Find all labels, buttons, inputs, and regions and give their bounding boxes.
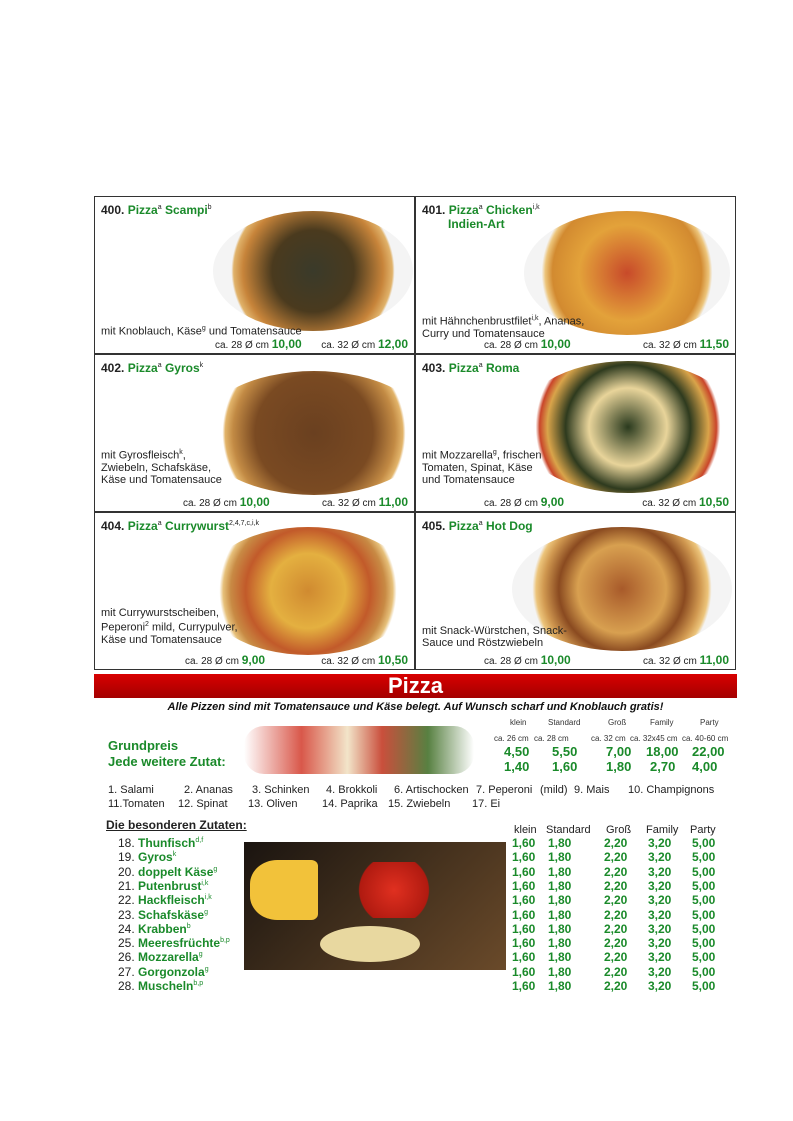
pizza-banner [94, 674, 737, 698]
special-price: 1,60 [512, 979, 536, 993]
cheese-image [250, 860, 318, 920]
zutat-klein: 1,40 [504, 759, 530, 774]
grund-family: 18,00 [646, 744, 679, 759]
special-item: 26. Mozzarella$^g$ [118, 950, 203, 965]
special-price: 2,20 [604, 964, 628, 979]
price-28: ca. 28 Ø cm 10,00 [183, 495, 270, 509]
special-price: 2,20 [604, 979, 628, 993]
special-price: 5,00 [692, 850, 716, 865]
price-32: ca. 32 Ø cm 11,50 [642, 337, 729, 351]
pizza-card-chicken[interactable] [415, 196, 736, 354]
special-price: 3,20 [648, 921, 672, 936]
special-price: 3,20 [648, 878, 672, 893]
price-28: ca. 28 Ø cm 9,00 [185, 653, 266, 667]
special-price: 1,80 [548, 907, 572, 922]
special-price: 5,00 [692, 936, 716, 951]
price-32: ca. 32 Ø cm 10,50 [321, 653, 408, 667]
special-price: 2,20 [604, 921, 628, 936]
size-family: Family [650, 718, 674, 727]
pizza-title: 405. Pizza$^a$ Hot Dog [422, 519, 533, 533]
special-price: 3,20 [648, 964, 672, 979]
special-price: 5,00 [692, 921, 716, 936]
special-price: 1,60 [512, 921, 536, 936]
special-item: 19. Gyros$^k$ [118, 850, 177, 865]
special-price: 1,60 [512, 936, 536, 951]
pizza-description: mit Knoblauch, Käse$^g$ und Tomatensauce [101, 325, 302, 338]
pizza-description: mit Gyrosfleisch$^k$, Zwiebeln, Schafskäse, Käse und Tomatensauce [101, 449, 222, 486]
special-price: 3,20 [648, 936, 672, 951]
special-price: 1,60 [512, 850, 536, 865]
price-32: ca. 32 Ø cm 10,50 [642, 495, 729, 509]
special-price: 2,20 [604, 836, 628, 850]
pizza-description: mit Snack-Würstchen, Snack-Sauce und Röstzwiebeln [422, 625, 567, 649]
col-party: Party [690, 824, 716, 836]
pizza-title: 401. Pizza$^a$ Chicken$^{i,k}$ Indien-Art [422, 203, 540, 231]
grund-standard: 5,50 [552, 744, 578, 759]
special-item: 23. Schafskäse$^g$ [118, 907, 208, 922]
special-price: 2,20 [604, 907, 628, 922]
special-price: 1,60 [512, 864, 536, 879]
special-item: 24. Krabben$^b$ [118, 921, 191, 936]
special-price: 5,00 [692, 893, 716, 908]
special-price: 2,20 [604, 878, 628, 893]
pizza-description: mit Mozzarella$^g$, frischen Tomaten, Spinat, Käse und Tomatensauce [422, 449, 542, 486]
special-price: 1,60 [512, 950, 536, 965]
price-32: ca. 32 Ø cm 11,00 [642, 653, 729, 667]
dim-klein: ca. 26 cm [494, 734, 529, 743]
special-item: 18. Thunfisch$^{d,f}$ [118, 836, 204, 850]
special-price: 5,00 [692, 878, 716, 893]
special-price: 3,20 [648, 979, 672, 993]
size-party: Party [700, 718, 719, 727]
grund-party: 22,00 [692, 744, 725, 759]
special-price: 3,20 [648, 907, 672, 922]
col-klein: klein [514, 824, 537, 836]
special-price: 2,20 [604, 850, 628, 865]
size-standard: Standard [548, 718, 581, 727]
special-item: 21. Putenbrust$^{i,k}$ [118, 878, 209, 893]
special-price: 3,20 [648, 864, 672, 879]
special-price: 3,20 [648, 836, 672, 850]
pizza-title: 400. Pizza$^a$ Scampi$^b$ [101, 203, 212, 217]
zutat-standard: 1,60 [552, 759, 578, 774]
special-price: 5,00 [692, 836, 716, 850]
size-gross: Groß [608, 718, 627, 727]
special-item: 28. Muscheln$^{b,p}$ [118, 979, 204, 993]
special-price: 3,20 [648, 893, 672, 908]
pizza-title: 402. Pizza$^a$ Gyros$^k$ [101, 361, 204, 375]
pizza-title: 403. Pizza$^a$ Roma [422, 361, 520, 375]
special-price: 1,60 [512, 836, 536, 850]
pizza-grid [94, 196, 737, 670]
onion-image [320, 926, 420, 962]
ingredient: 10. Champignons [628, 784, 715, 796]
special-price: 5,00 [692, 964, 716, 979]
special-price: 1,80 [548, 878, 572, 893]
ingredient: 7. Peperoni [476, 784, 533, 796]
special-price: 1,80 [548, 964, 572, 979]
ingredient: 15. Zwiebeln [388, 798, 451, 810]
dim-party: ca. 40-60 cm [682, 734, 729, 743]
special-price: 1,60 [512, 878, 536, 893]
dim-family: ca. 32x45 cm [630, 734, 678, 743]
ingredient: 17. Ei [472, 798, 501, 810]
price-28: ca. 28 Ø cm 10,00 [484, 653, 571, 667]
special-price: 1,80 [548, 950, 572, 965]
grundpreis-label: Grundpreis [108, 738, 179, 753]
special-heading: Die besonderen Zutaten: [106, 818, 247, 832]
pizza-description: mit Currywurstscheiben, Peperoni$^2$ mild, Currypulver, Käse und Tomatensauce [101, 607, 238, 646]
special-price: 5,00 [692, 979, 716, 993]
zutat-gross: 1,80 [606, 759, 632, 774]
ingredient: 4. Brokkoli [326, 784, 378, 796]
special-item: 20. doppelt Käse$^g$ [118, 864, 218, 879]
special-price: 1,80 [548, 893, 572, 908]
special-price: 1,60 [512, 893, 536, 908]
ingredient: 6. Artischocken [394, 784, 469, 796]
special-price: 1,80 [548, 836, 572, 850]
price-28: ca. 28 Ø cm 10,00 [484, 337, 571, 351]
ingredient: 14. Paprika [322, 798, 378, 810]
food-image [244, 842, 506, 970]
special-price: 3,20 [648, 850, 672, 865]
special-price: 1,80 [548, 921, 572, 936]
special-price: 1,80 [548, 979, 572, 993]
zutat-family: 2,70 [650, 759, 676, 774]
vegetables-image [244, 726, 474, 774]
col-standard: Standard [546, 824, 591, 836]
pizza-card-currywurst[interactable] [94, 512, 415, 670]
special-price: 2,20 [604, 950, 628, 965]
price-28: ca. 28 Ø cm 9,00 [484, 495, 565, 509]
pizza-image [213, 211, 413, 331]
special-price: 2,20 [604, 936, 628, 951]
special-price: 2,20 [604, 893, 628, 908]
pizza-card-hotdog[interactable] [415, 512, 736, 670]
col-gross: Groß [606, 824, 632, 836]
size-klein: klein [510, 718, 527, 727]
dim-gross: ca. 32 cm [591, 734, 626, 743]
tomatoes-image [344, 862, 444, 918]
special-item: 27. Gorgonzola$^g$ [118, 964, 209, 979]
special-price: 1,80 [548, 864, 572, 879]
price-32: ca. 32 Ø cm 11,00 [321, 495, 408, 509]
ingredient: 1. Salami [108, 784, 154, 796]
banner-title: Pizza [387, 673, 444, 698]
zutat-party: 4,00 [692, 759, 718, 774]
pizza-card-roma[interactable] [415, 354, 736, 512]
special-price: 5,00 [692, 950, 716, 965]
ingredient: (mild) [540, 784, 568, 796]
pizza-card-gyros[interactable] [94, 354, 415, 512]
special-price: 1,60 [512, 907, 536, 922]
pizza-description: mit Hähnchenbrustfilet$^{i,k}$, Ananas, Curry und Tomatensauce [422, 315, 585, 340]
grund-klein: 4,50 [504, 744, 530, 759]
special-price: 2,20 [604, 864, 628, 879]
special-price: 1,80 [548, 850, 572, 865]
special-price: 3,20 [648, 950, 672, 965]
ingredient: 2. Ananas [184, 784, 233, 796]
menu-page [94, 196, 737, 998]
special-price: 1,60 [512, 964, 536, 979]
pizza-image [199, 371, 415, 495]
dim-standard: ca. 28 cm [534, 734, 569, 743]
ingredient: 9. Mais [574, 784, 610, 796]
price-32: ca. 32 Ø cm 12,00 [321, 337, 408, 351]
col-family: Family [646, 824, 679, 836]
special-item: 22. Hackfleisch$^{i,k}$ [118, 893, 212, 908]
zutat-label: Jede weitere Zutat: [108, 754, 226, 769]
pizza-note: Alle Pizzen sind mit Tomatensauce und Käse belegt. Auf Wunsch scharf und Knoblauch gratis! [167, 701, 664, 713]
ingredient: 11.Tomaten [108, 798, 165, 810]
pizza-title: 404. Pizza$^a$ Currywurst$^{2,4,7,c,i,k}$ [101, 519, 259, 533]
special-price: 5,00 [692, 907, 716, 922]
special-item: 25. Meeresfrüchte$^{b,p}$ [118, 936, 230, 951]
pizza-card-scampi[interactable] [94, 196, 415, 354]
special-price: 1,80 [548, 936, 572, 951]
grund-gross: 7,00 [606, 744, 632, 759]
special-price: 5,00 [692, 864, 716, 879]
ingredient: 3. Schinken [252, 784, 310, 796]
price-28: ca. 28 Ø cm 10,00 [215, 337, 302, 351]
ingredient: 13. Oliven [248, 798, 298, 810]
ingredient: 12. Spinat [178, 798, 228, 810]
